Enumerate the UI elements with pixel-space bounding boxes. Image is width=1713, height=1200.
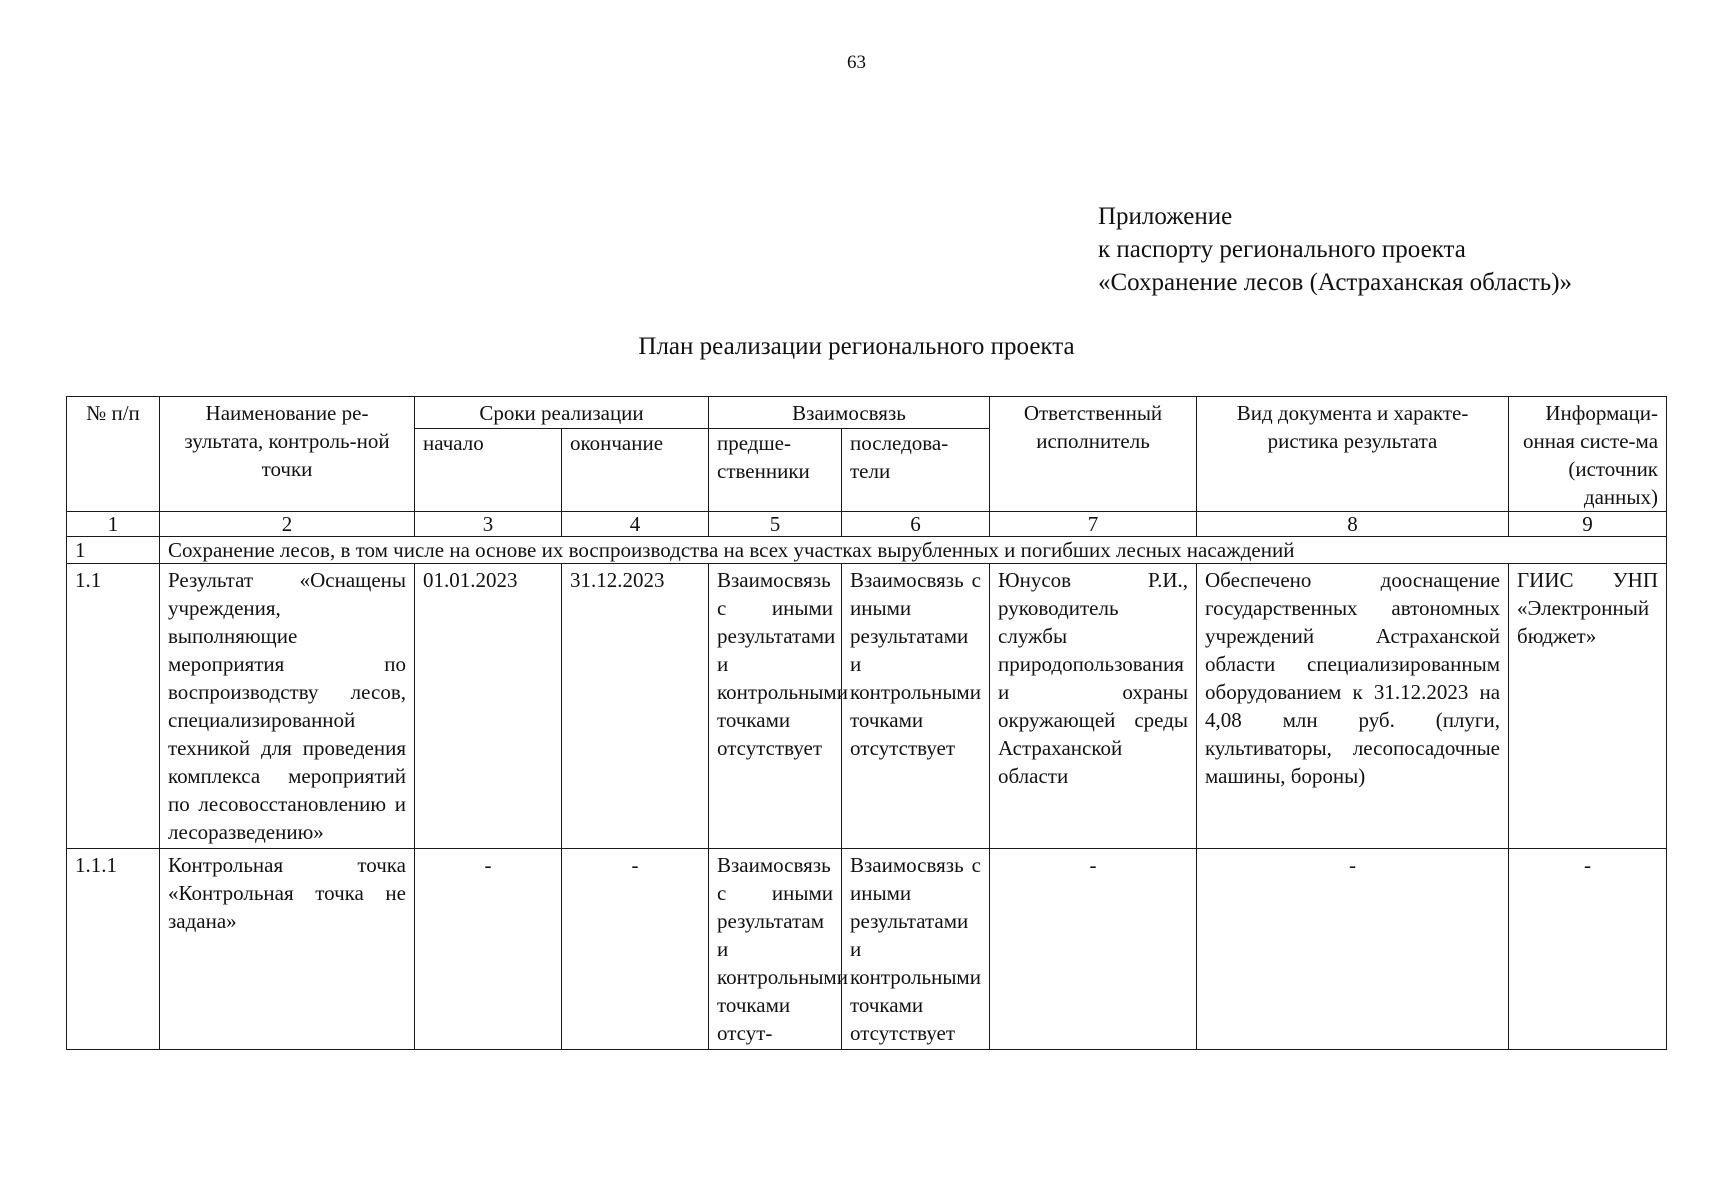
row-num: 1.1.1: [67, 849, 160, 1050]
header-doc-type: [1197, 397, 1509, 512]
row-predecessors: Взаимосвязь с иными результатами и контрольными точками отсутствует: [709, 564, 842, 849]
row-responsible: Юнусов Р.И., руководитель службы природопользования и охраны окружающей среды Астраханской области: [990, 564, 1197, 849]
header-terms: Сроки реализации: [415, 397, 709, 429]
appendix-block: [1098, 200, 1572, 299]
column-number: 4: [562, 512, 709, 537]
document-title: [0, 333, 1713, 361]
column-number: 9: [1509, 512, 1667, 537]
plan-table: [66, 396, 1667, 1050]
document-title-text: План реализации регионального проекта: [638, 333, 1075, 360]
header-start: начало: [415, 428, 562, 511]
section-title: Сохранение лесов, в том числе на основе их воспроизводства на всех участках вырубленных и погибших лесных насаждений: [160, 537, 1667, 564]
column-number: 7: [990, 512, 1197, 537]
row-doc-type: Обеспечено дооснащение государственных автономных учреждений Астраханской области специализированным оборудованием к 31.12.2023 на 4,08 млн руб. (плуги, культиваторы, лесопосадочные машины, бороны): [1197, 564, 1509, 849]
header-name: [160, 397, 415, 512]
section-row: [67, 537, 1667, 564]
header-info-system: [1509, 397, 1667, 512]
appendix-line-1: Приложение: [1098, 203, 1233, 230]
page-number: 63: [847, 52, 866, 73]
header-predecessors: предше-ственники: [709, 428, 842, 511]
row-info-system: ГИИС УНП «Электронный бюджет»: [1509, 564, 1667, 849]
column-number: 1: [67, 512, 160, 537]
row-info-system: -: [1509, 849, 1667, 1050]
row-doc-type: -: [1197, 849, 1509, 1050]
column-number: 5: [709, 512, 842, 537]
header-info-system-text: Информаци-онная систе-ма (источник данных): [1522, 401, 1659, 509]
header-end: окончание: [562, 428, 709, 511]
appendix-line-3: «Сохранение лесов (Астраханская область)»: [1098, 269, 1573, 296]
row-successors: Взаимосвязь с иными результатами и контрольными точками отсутствует: [842, 564, 990, 849]
column-numbers-row: [67, 512, 1667, 537]
row-num: 1.1: [67, 564, 160, 849]
row-end: -: [562, 849, 709, 1050]
column-number: 3: [415, 512, 562, 537]
row-name: Контрольная точка «Контрольная точка не задана»: [160, 849, 415, 1050]
table-row: [67, 849, 1667, 1050]
row-successors: Взаимосвязь с иными результатами и контрольными точками отсутствует: [842, 849, 990, 1050]
table-row: [67, 564, 1667, 849]
header-relation: Взаимосвязь: [709, 397, 990, 429]
section-num: 1: [67, 537, 160, 564]
header-name-text: Наименование ре-зультата, контроль-ной точки: [184, 401, 390, 481]
row-predecessors: Взаимосвязь с иными результатам и контрольными точками отсут-: [709, 849, 842, 1050]
row-start: 01.01.2023: [415, 564, 562, 849]
row-responsible: -: [990, 849, 1197, 1050]
column-number: 8: [1197, 512, 1509, 537]
appendix-line-2: к паспорту регионального проекта: [1098, 236, 1466, 263]
header-num: № п/п: [67, 397, 160, 512]
row-name: Результат «Оснащены учреждения, выполняющие мероприятия по воспроизводству лесов, специализированной техникой для проведения комплекса мероприятий по лесовосстановлению и лесоразведению»: [160, 564, 415, 849]
header-successors: последова-тели: [842, 428, 990, 511]
header-doc-type-text: Вид документа и характе-ристика результата: [1236, 401, 1469, 453]
row-start: -: [415, 849, 562, 1050]
column-number: 2: [160, 512, 415, 537]
header-responsible-text: Ответственный исполнитель: [1023, 401, 1163, 453]
row-end: 31.12.2023: [562, 564, 709, 849]
column-number: 6: [842, 512, 990, 537]
header-responsible: [990, 397, 1197, 512]
